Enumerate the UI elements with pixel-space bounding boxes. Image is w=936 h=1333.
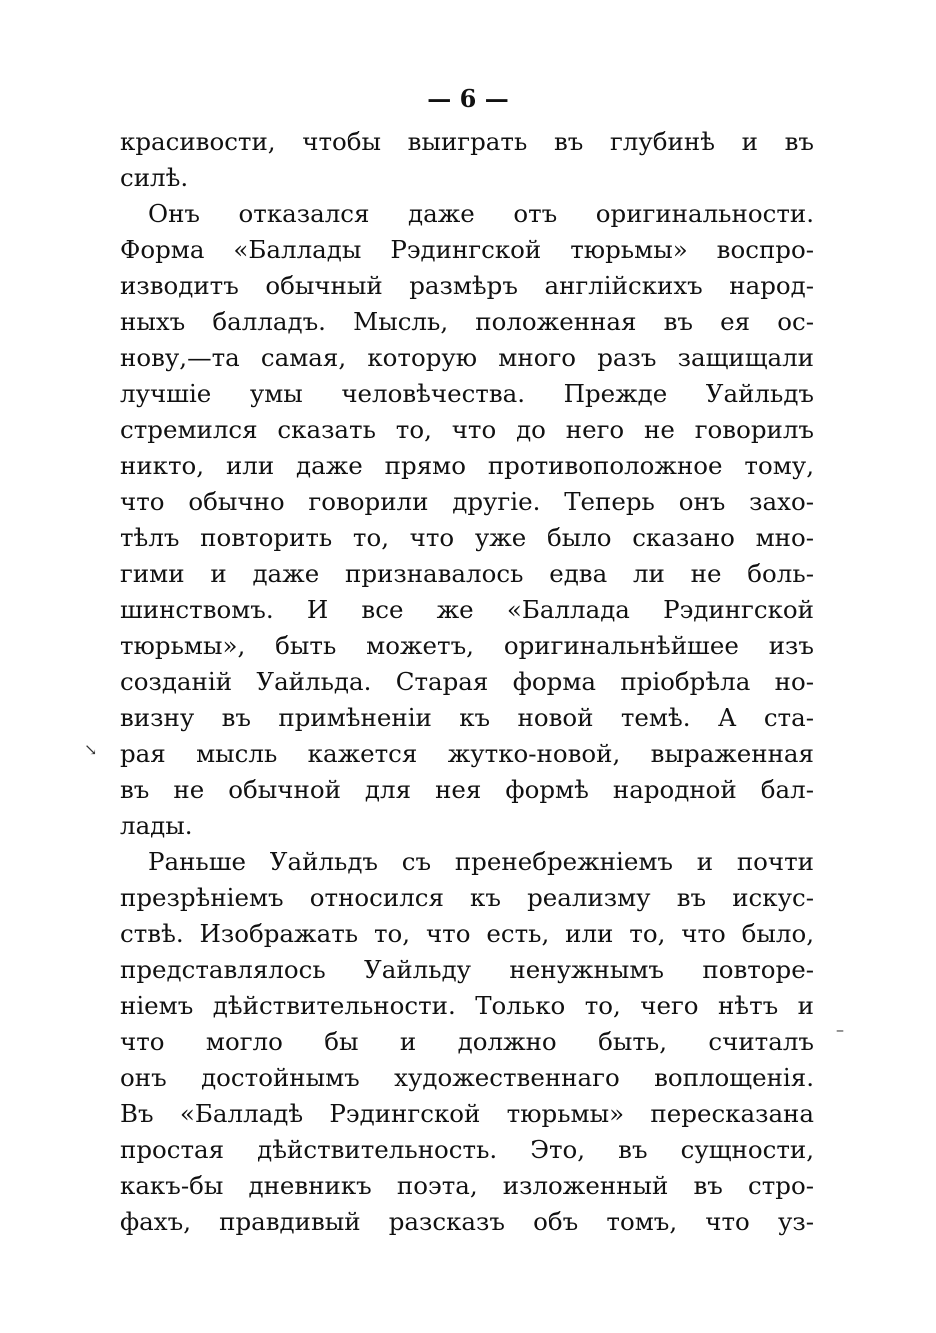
text-line: фахъ, правдивый разсказъ объ томъ, что уз- <box>120 1207 814 1236</box>
text-line: изводитъ обычный размѣръ англійскихъ народ- <box>120 271 814 300</box>
text-line: какъ-бы дневникъ поэта, изложенный въ стро- <box>120 1171 814 1200</box>
text-line: тюрьмы», быть можетъ, оригинальнѣйшее изъ <box>120 631 814 660</box>
text-line: Въ «Балладѣ Рэдингской тюрьмы» пересказана <box>120 1099 814 1128</box>
text-line: въ не обычной для нея формѣ народной бал- <box>120 775 814 804</box>
text-line: ныхъ балладъ. Мысль, положенная въ ея ос- <box>120 307 814 336</box>
text-line: визну въ примѣненіи къ новой темѣ. А ста- <box>120 703 814 732</box>
text-line: лады. <box>120 811 193 840</box>
text-line: что обычно говорили другіе. Теперь онъ захо- <box>120 487 814 516</box>
text-line: Онъ отказался даже отъ оригинальности. <box>148 199 814 228</box>
text-line: ніемъ дѣйствительности. Только то, чего нѣтъ и <box>120 991 814 1020</box>
margin-mark: ↘ <box>84 740 98 759</box>
text-line: гими и даже признавалось едва ли не боль- <box>120 559 814 588</box>
text-line: тѣлъ повторить то, что уже было сказано мно- <box>120 523 814 552</box>
text-line: нову,—та самая, которую много разъ защищали <box>120 343 814 372</box>
text-line: красивости, чтобы выиграть въ глубинѣ и въ <box>120 127 814 156</box>
body-text <box>120 124 814 1240</box>
text-line: шинствомъ. И все же «Баллада Рэдингской <box>120 595 814 624</box>
text-line: рая мысль кажется жутко-новой, выраженная <box>120 739 814 768</box>
text-line: простая дѣйствительность. Это, въ сущности, <box>120 1135 814 1164</box>
text-line: презрѣніемъ относился къ реализму въ искус- <box>120 883 814 912</box>
text-line: никто, или даже прямо противоположное тому, <box>120 451 814 480</box>
text-line: Форма «Баллады Рэдингской тюрьмы» воспро- <box>120 235 814 264</box>
text-line: представлялось Уайльду ненужнымъ повторе- <box>120 955 814 984</box>
text-line: силѣ. <box>120 163 189 192</box>
text-line: стремился сказать то, что до него не говорилъ <box>120 415 814 444</box>
margin-mark: – <box>836 1020 844 1039</box>
page-number: — 6 — <box>427 84 509 113</box>
text-line: созданій Уайльда. Старая форма пріобрѣла но- <box>120 667 814 696</box>
text-line: лучшіе умы человѣчества. Прежде Уайльдъ <box>120 379 814 408</box>
text-line: онъ достойнымъ художественнаго воплощенія. <box>120 1063 814 1092</box>
text-line: что могло бы и должно быть, считалъ <box>120 1027 814 1056</box>
text-line: Раньше Уайльдъ съ пренебрежніемъ и почти <box>148 847 814 876</box>
text-line: ствѣ. Изображать то, что есть, или то, что было, <box>120 919 814 948</box>
